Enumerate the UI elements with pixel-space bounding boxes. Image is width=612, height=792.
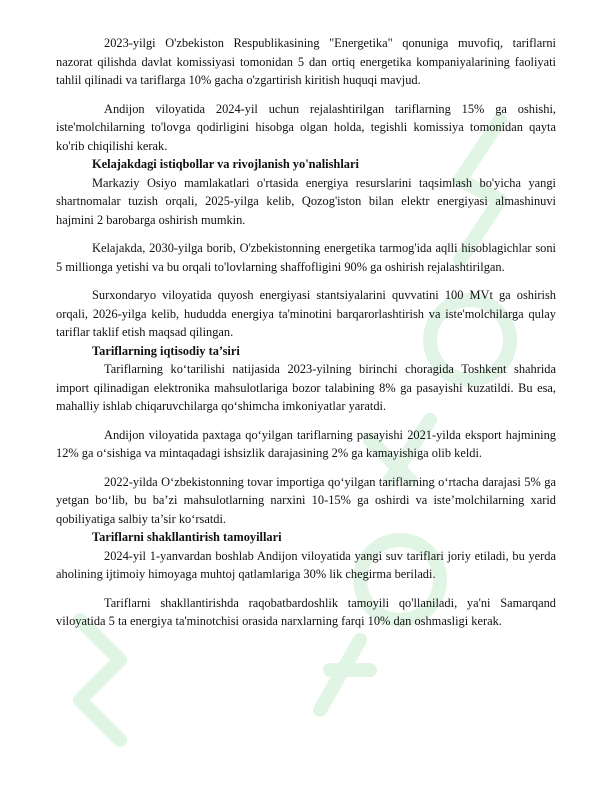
watermark-glyph-5: [320, 640, 370, 710]
paragraph-4: Kelajakda, 2030-yilga borib, O'zbekistonning energetika tarmog'ida aqlli hisoblagichlar soni 5 millionga yetishi va bu orqali to'lovlarning shaffofligini 90% ga oshirish rejalashtirilgan.: [56, 241, 556, 274]
paragraph-9: 2024-yil 1-yanvardan boshlab Andijon viloyatida yangi suv tariflari joriy etiladi, bu yerda aholining ijtimoiy himoyaga muhtoj qatlamlariga 30% lik chegirma beriladi.: [56, 548, 556, 581]
paragraph-10: Tariflarni shakllantirishda raqobatbardoshlik tamoyili qo'llaniladi, ya'ni Samarqand viloyatida 5 ta energiya ta'minotchisi orasida narxlarning farqi 10% dan oshmasligi kerak.: [56, 595, 556, 628]
paragraph-2: Andijon viloyatida 2024-yil uchun rejalashtirilgan tariflarning 15% ga oshishi, iste'molchilarning to'lovga qodirligini hisobga olgan holda, tegishli komissiya tomonidan qayta ko'rib chiqilishi kerak.: [56, 101, 556, 153]
watermark-glyph-6: [80, 620, 120, 740]
section-heading-1: Kelajakdagi istiqbollar va rivojlanish yo'nalishlari: [92, 157, 359, 171]
section-heading-3: Tariflarni shakllantirish tamoyillari: [92, 530, 282, 544]
paragraph-7: Andijon viloyatida paxtaga qo‘yilgan tariflarning pasayishi 2021-yilda eksport hajmining 12% ga o‘sishiga va mintaqadagi ishsizlik darajasining 2% ga kamayishiga olib keldi.: [56, 427, 556, 460]
paragraph-3: Markaziy Osiyo mamlakatlari o'rtasida energiya resurslarini taqsimlash bo'yicha yangi shartnomalar tuzish orqali, 2025-yilga kelib, Qozog'iston bilan elektr energiyasi almashinuvi hajmini 2 barobarga oshirish mumkin.: [56, 175, 556, 227]
paragraph-8: 2022-yilda O‘zbekistonning tovar importiga qo‘yilgan tariflarning o‘rtacha darajasi 5% ga yetgan bo‘lib, bu ba’zi mahsulotlarning narxini 10-15% ga oshirdi va iste’molchilarning xarid qobiliyatiga salbiy ta’sir ko‘rsatdi.: [56, 474, 556, 526]
paragraph-6: Tariflarning ko‘tarilishi natijasida 2023-yilning birinchi choragida Toshkent shahrida import qilinadigan elektronika mahsulotlariga bozor talabining 8% ga pasayishi kuzatildi. Bu esa, mahalliy ishlab chiqaruvchilarga qo‘shimcha imkoniyatlar yaratdi.: [56, 362, 556, 413]
paragraph-5: Surxondaryo viloyatida quyosh energiyasi stantsiyalarini quvvatini 100 MVt ga oshirish orqali, 2026-yilga kelib, hududda energiya ta'minotini barqarorlashtirish va iste'molchilarga qulay tariflar taklif etish maqsad qilingan.: [56, 288, 556, 339]
paragraph-1: 2023-yilgi O'zbekiston Respublikasining "Energetika" qonuniga muvofiq, tariflarni nazorat qilishda davlat komissiyasi tomonidan 5 dan ortiq energetika kompaniyalarining faoliyati tahlil qilinadi va tariflarga 10% gacha o'zgartirish kiritish huquqi mavjud.: [56, 36, 556, 87]
section-heading-2: Tariflarning iqtisodiy ta’siri: [92, 343, 240, 358]
document-body: [56, 34, 556, 631]
